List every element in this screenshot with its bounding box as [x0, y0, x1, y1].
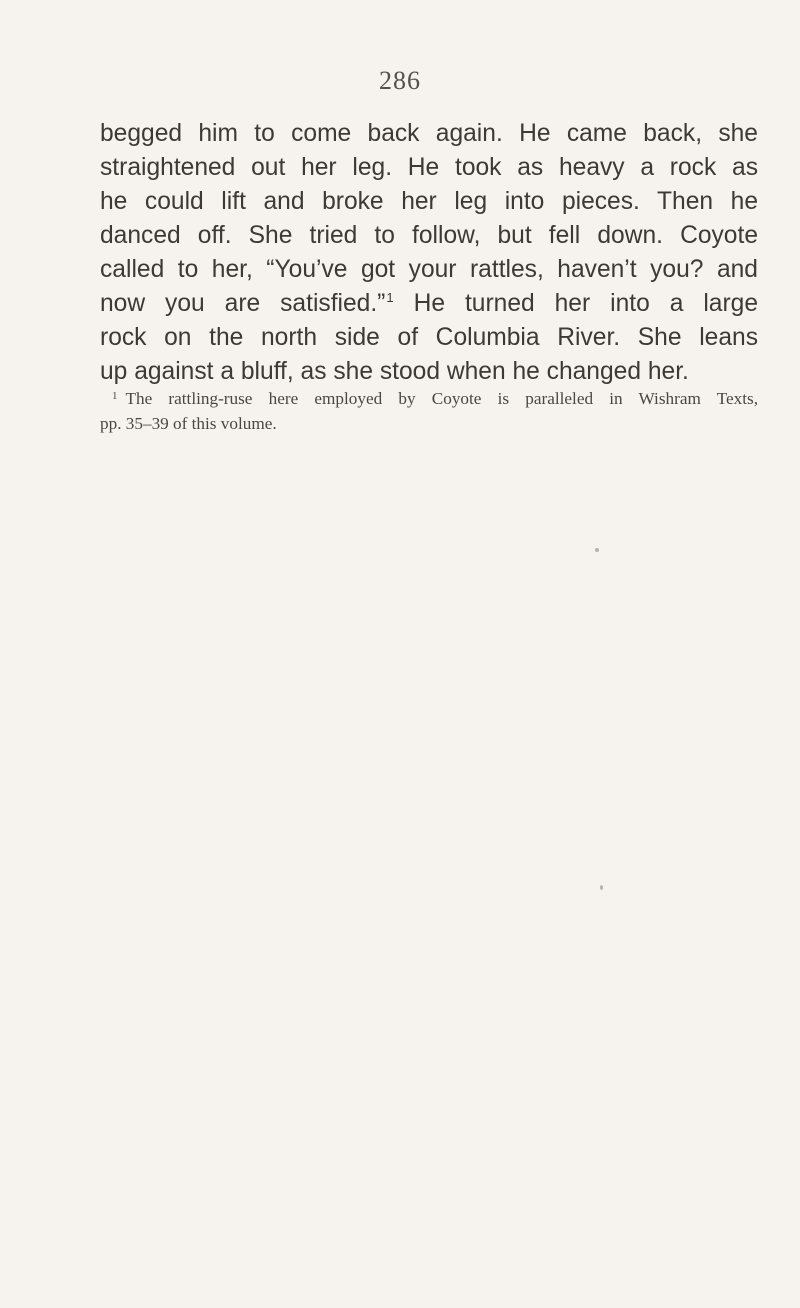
body-line-part: He turned her into a large: [413, 290, 759, 317]
body-paragraph: [100, 117, 758, 389]
body-line-with-footnote: [100, 287, 758, 321]
body-line: called to her, “You’ve got your rattles, haven’t you? and: [100, 256, 758, 283]
body-line-part: now you are satisfied.”: [100, 290, 386, 317]
body-line: up against a bluff, as she stood when he changed her.: [100, 358, 689, 385]
body-line: straightened out her leg. He took as heavy a rock as: [100, 154, 758, 181]
body-line: begged him to come back again. He came back, she: [100, 120, 758, 147]
footnote: [100, 384, 758, 436]
footnote-line: [100, 384, 758, 411]
paper-speck: [595, 548, 599, 552]
body-line: danced off. She tried to follow, but fell down. Coyote: [100, 222, 758, 249]
body-line: he could lift and broke her leg into pieces. Then he: [100, 188, 758, 215]
page-number: 286: [379, 66, 421, 95]
footnote-reference: 1: [386, 290, 394, 305]
paper-speck: [600, 885, 603, 890]
footnote-line: pp. 35–39 of this volume.: [100, 414, 277, 433]
body-line: rock on the north side of Columbia River. She leans: [100, 324, 758, 351]
footnote-text: The rattling-ruse here employed by Coyote is paralleled in Wishram Texts,: [125, 389, 758, 408]
footnote-marker: 1: [112, 390, 118, 402]
